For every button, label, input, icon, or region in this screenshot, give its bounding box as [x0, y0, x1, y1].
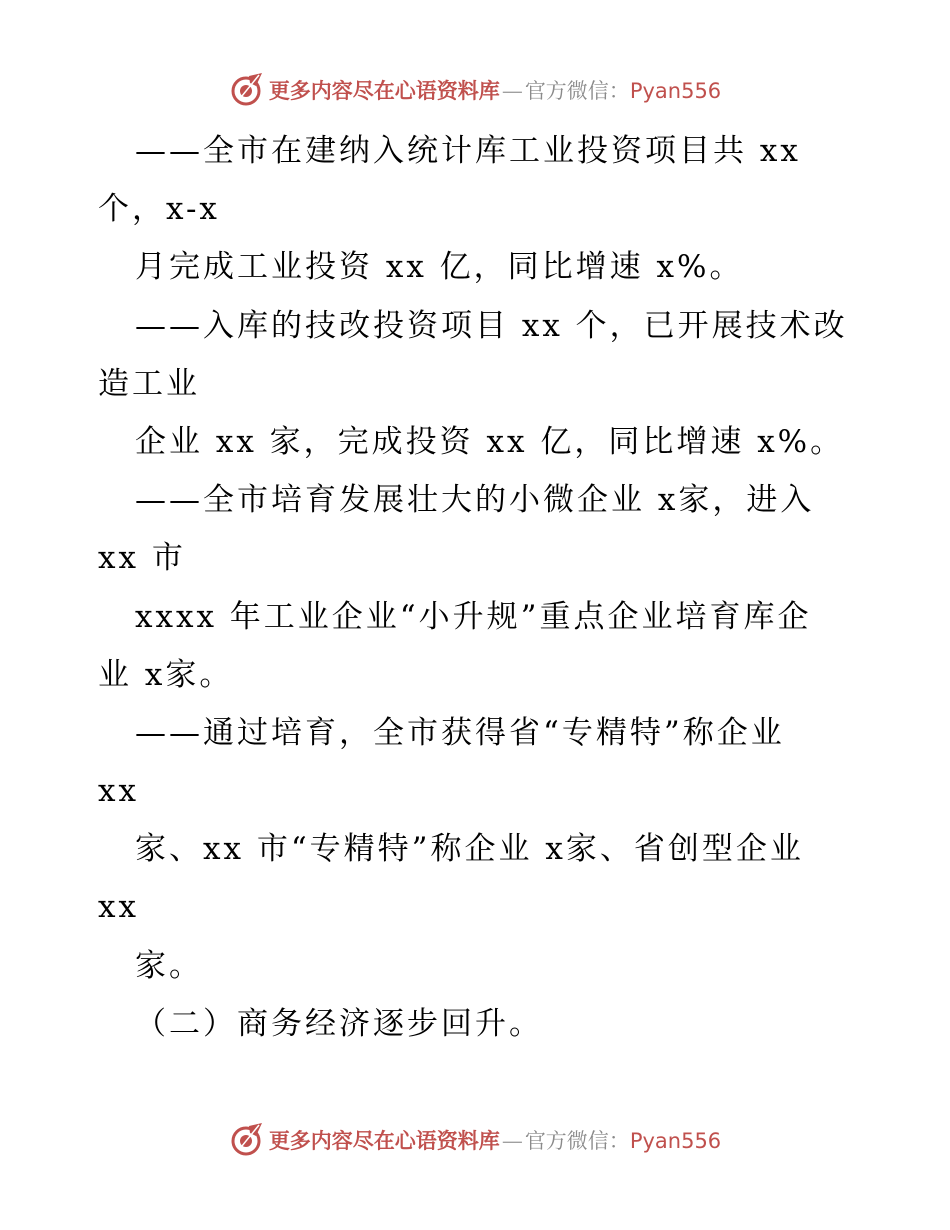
text-line: ——全市培育发展壮大的小微企业 x家，进入 [135, 482, 815, 519]
header-banner-separator: — [501, 79, 523, 103]
footer-banner [0, 1120, 950, 1160]
text-line: 个，x-x [98, 191, 220, 228]
footer-banner-title: 更多内容尽在心语资料库 [268, 1128, 500, 1153]
text-line: xx [98, 773, 139, 810]
footer-banner-separator: — [501, 1129, 523, 1153]
text-line: 月完成工业投资 xx 亿，同比增速 x%。 [135, 249, 744, 286]
header-wechat-label: 官方微信： [524, 79, 630, 103]
header-banner [0, 70, 950, 110]
footer-wechat-account: Pyan556 [629, 1129, 722, 1153]
section-heading: （二）商务经济逐步回升。 [135, 1005, 543, 1042]
text-line: ——入库的技改投资项目 xx 个，已开展技术改 [135, 307, 848, 344]
footer-wechat-label: 官方微信： [524, 1129, 630, 1153]
text-line: xx [98, 889, 139, 926]
document-body [98, 122, 858, 1053]
header-banner-title: 更多内容尽在心语资料库 [268, 78, 500, 103]
text-line: 企业 xx 家，完成投资 xx 亿，同比增速 x%。 [135, 423, 845, 460]
quill-logo-icon [229, 72, 265, 108]
quill-logo-icon [229, 1122, 265, 1158]
text-line: xxxx 年工业企业“小升规”重点企业培育库企 [135, 598, 812, 635]
text-line: 家。 [135, 947, 203, 984]
text-line: 家、xx 市“专精特”称企业 x家、省创型企业 [135, 831, 804, 868]
text-line: 造工业 [98, 365, 200, 402]
text-line: 业 x家。 [98, 656, 234, 693]
text-line: ——通过培育，全市获得省“专精特”称企业 [135, 714, 785, 751]
text-line: ——全市在建纳入统计库工业投资项目共 xx [135, 133, 801, 169]
text-line: xx 市 [98, 540, 186, 577]
header-wechat-account: Pyan556 [629, 79, 722, 103]
